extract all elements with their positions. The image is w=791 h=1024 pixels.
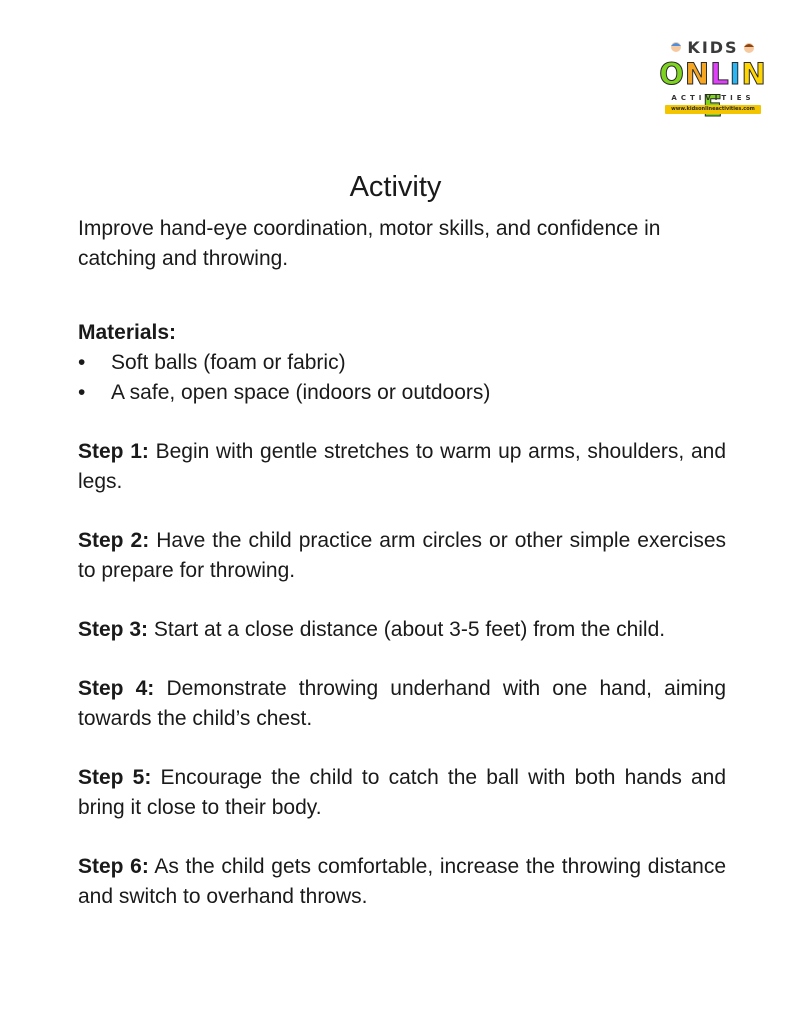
step-text: Start at a close distance (about 3-5 feet) from the child. bbox=[148, 618, 666, 641]
step-text: As the child gets comfortable, increase the throwing distance and switch to overhand throws. bbox=[78, 855, 727, 908]
step-text: Have the child practice arm circles or other simple exercises to prepare for throwing. bbox=[78, 529, 727, 582]
step-label: Step 2: bbox=[78, 529, 150, 552]
step-1 bbox=[78, 437, 726, 497]
logo-letter: N bbox=[684, 57, 711, 91]
page-title: Activity bbox=[349, 171, 442, 203]
material-text: Soft balls (foam or fabric) bbox=[111, 351, 346, 374]
kid-face-icon bbox=[741, 40, 757, 54]
logo-letter: I bbox=[729, 57, 742, 91]
step-2 bbox=[78, 526, 726, 586]
step-5 bbox=[78, 763, 726, 823]
step-label: Step 5: bbox=[78, 766, 152, 789]
logo-url-banner: www.kidsonlineactivities.com bbox=[665, 105, 761, 114]
logo-letter: N bbox=[741, 57, 767, 91]
step-4 bbox=[78, 674, 726, 734]
logo-activities-word: ACTIVITIES bbox=[671, 94, 755, 102]
step-text: Demonstrate throwing underhand with one hand, aiming towards the child’s chest. bbox=[78, 677, 727, 730]
step-label: Step 1: bbox=[78, 440, 149, 463]
activity-content bbox=[78, 214, 726, 912]
materials-list bbox=[78, 348, 726, 408]
logo-letter: L bbox=[710, 57, 730, 91]
logo-letter: O bbox=[659, 57, 685, 91]
step-3 bbox=[78, 615, 726, 645]
step-label: Step 3: bbox=[78, 618, 149, 641]
list-item bbox=[78, 348, 726, 378]
step-6 bbox=[78, 852, 726, 912]
intro-text: Improve hand-eye coordination, motor skills, and confidence in catching and throwing. bbox=[78, 217, 661, 270]
step-label: Step 4: bbox=[78, 677, 155, 700]
bullet-icon: • bbox=[78, 381, 86, 404]
material-text: A safe, open space (indoors or outdoors) bbox=[111, 381, 491, 404]
brand-logo bbox=[655, 38, 771, 118]
materials-heading: Materials: bbox=[78, 321, 177, 344]
step-text: Encourage the child to catch the ball with both hands and bring it close to their body. bbox=[78, 766, 727, 819]
step-label: Step 6: bbox=[78, 855, 149, 878]
bullet-icon: • bbox=[78, 351, 86, 374]
step-text: Begin with gentle stretches to warm up arms, shoulders, and legs. bbox=[78, 440, 727, 493]
list-item bbox=[78, 378, 726, 408]
logo-kids-text: KIDS bbox=[687, 38, 739, 57]
